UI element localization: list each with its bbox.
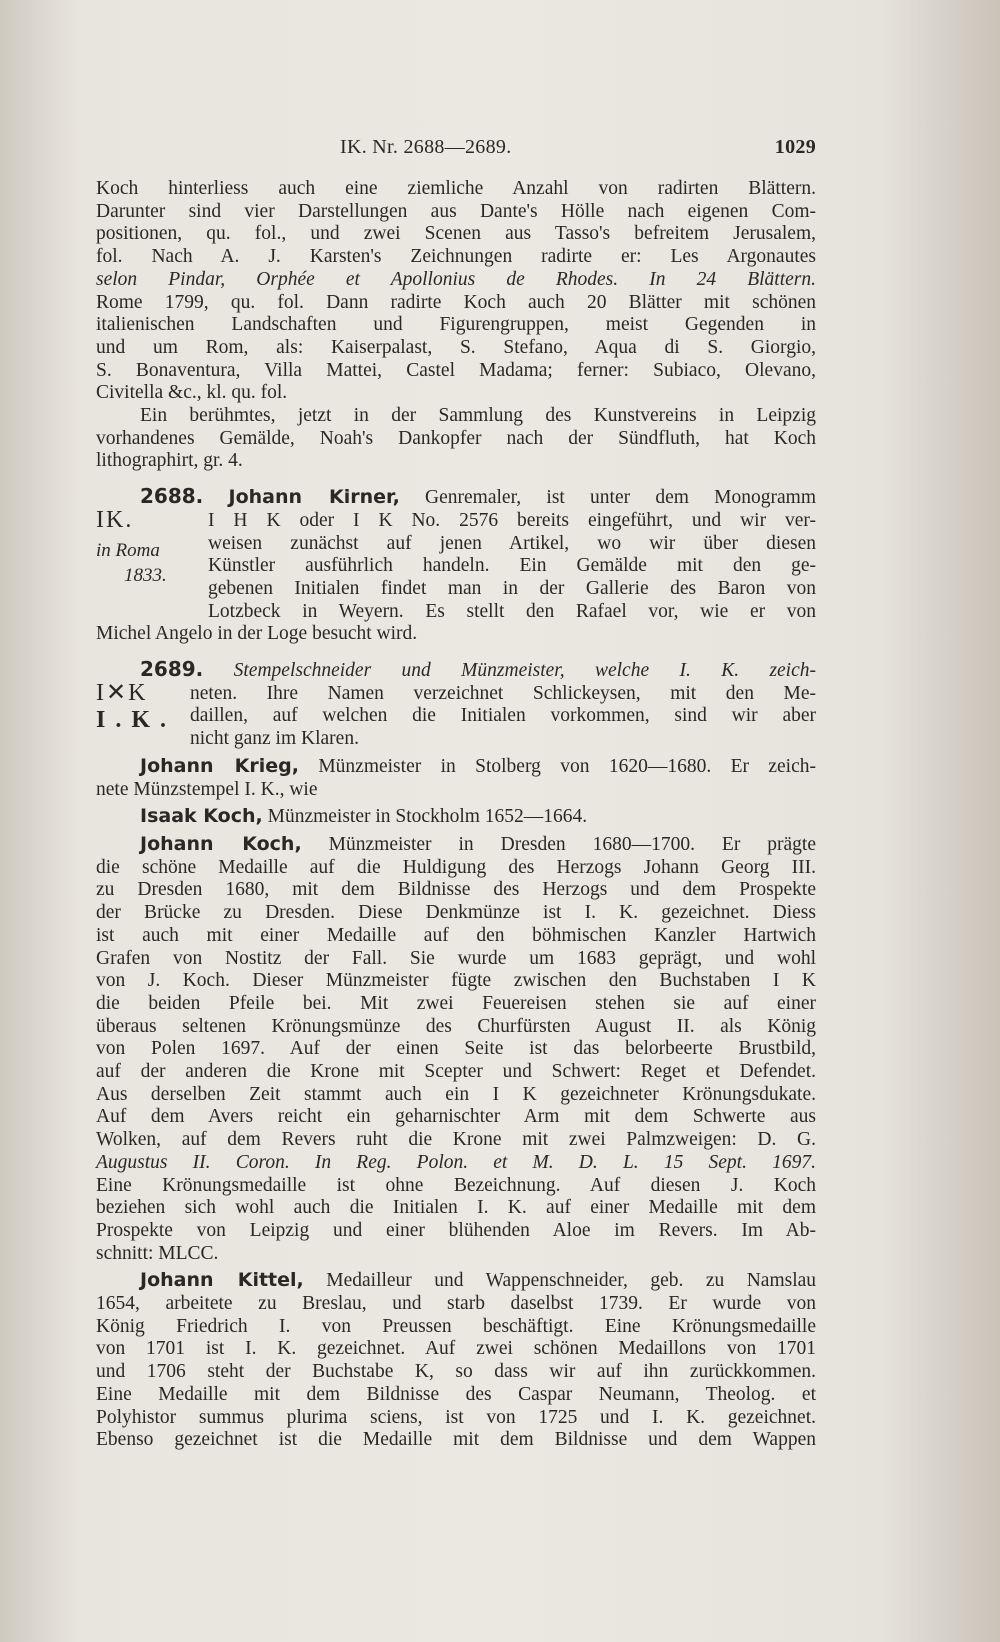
person-name: Johann Koch, [140,832,302,855]
year-note: 1833. [124,564,167,586]
text-line: Civitella &c., kl. qu. fol. [96,382,288,404]
text-line: neten. Ihre Namen verzeichnet Schlickeysen, mit den Me- [190,682,816,704]
entry-2688-last [96,623,816,646]
text-line: Rome 1799, qu. fol. Dann radirte Koch auch 20 Blätter mit schönen [96,291,816,313]
text-fragment: Medailleur und Wappenschneider, geb. zu Namslau [326,1270,817,1292]
entry-2688-body [96,507,816,624]
monogram-margin [96,682,204,731]
text-line: Auf dem Avers reicht ein geharnischter Arm mit dem Schwerte aus [96,1106,816,1128]
text-line: König Friedrich I. von Preussen beschäftigt. Eine Krönungsmedaille [96,1315,816,1337]
entry-isaak-koch [96,805,816,829]
text-line: und 1706 steht der Buchstabe K, so dass wir auf ihn zurückkommen. [96,1361,816,1383]
text-line [96,1269,816,1293]
text-line: Aus derselben Zeit stammt auch ein I K gezeichneter Krönungsdukate. [96,1083,816,1105]
entry-2689 [96,658,816,751]
text-line: Darunter sind vier Darstellungen aus Dante's Hölle nach eigenen Com- [96,200,816,222]
intro-paragraph-2 [96,405,816,473]
text-line: lithographirt, gr. 4. [96,450,243,472]
text-line: schnitt: MLCC. [96,1242,219,1264]
text-line: überaus seltenen Krönungsmünze des Churfürsten August II. als König [96,1015,816,1037]
text-line: Grafen von Nostitz der Fall. Sie wurde um 1683 geprägt, und wohl [96,947,816,969]
monogram-margin [96,509,204,587]
text-line: Michel Angelo in der Loge besucht wird. [96,623,418,645]
page-number: 1029 [774,136,816,158]
text-line: Ein berühmtes, jetzt in der Sammlung des Kunstvereins in Leipzig [140,405,816,427]
place-note: in Roma [96,539,160,561]
text-column [96,136,816,1452]
text-line: Eine Krönungsmedaille ist ohne Bezeichnung. Auf diesen J. Koch [96,1174,816,1196]
person-name: Johann Kittel, [140,1269,304,1292]
text-line: selon Pindar, Orphée et Apollonius de Rhodes. In 24 Blättern. [96,268,816,290]
text-line: nete Münzstempel I. K., wie [96,778,318,800]
text-line: auf der anderen die Krone mit Scepter und Schwert: Reget et Defendet. [96,1061,816,1083]
text-line: und um Rom, als: Kaiserpalast, S. Stefano, Aqua di S. Giorgio, [96,336,816,358]
text-line: die schöne Medaille auf die Huldigung des Herzogs Johann Georg III. [96,856,816,878]
text-fragment: Münzmeister in Stockholm 1652—1664. [267,806,588,828]
text-line: Koch hinterliess auch eine ziemliche Anzahl von radirten Blättern. [96,178,816,199]
header-title: IK. Nr. 2688—2689. [340,136,512,158]
text-line: Lotzbeck in Weyern. Es stellt den Rafael vor, wie er von [208,600,816,622]
text-fragment: Stempelschneider und Münzmeister, welche I. K. zeich- [233,660,816,682]
text-line: vorhandenes Gemälde, Noah's Dankopfer nach der Sündfluth, hat Koch [96,427,816,449]
text-line: von 1701 ist I. K. gezeichnet. Auf zwei schönen Medaillons von 1701 [96,1338,816,1360]
text-line: beziehen sich wohl auch die Initialen I. K. auf einer Medaille mit dem [96,1197,816,1219]
text-line: fol. Nach A. J. Karsten's Zeichnungen radirte er: Les Argonautes [96,246,816,268]
entry-2688 [96,485,816,646]
text-line: von Polen 1697. Auf der einen Seite ist das belorbeerte Brustbild, [96,1038,816,1060]
entry-2689-body [96,680,816,751]
text-line: italienischen Landschaften und Figurengruppen, meist Gegenden in [96,314,816,336]
text-line: der Brücke zu Dresden. Diese Denkmünze ist I. K. gezeichnet. Diess [96,902,816,924]
text-line: daillen, auf welchen die Initialen vorkommen, sind wir aber [190,705,816,727]
text-line: S. Bonaventura, Villa Mattei, Castel Madama; ferner: Subiaco, Olevano, [96,359,816,381]
text-line: I H K oder I K No. 2576 bereits eingeführt, und wir ver- [208,509,816,531]
monogram-ik: IK. [96,507,134,534]
text-line [96,485,816,510]
text-line: Prospekte von Leipzig und einer blühenden Aloe im Revers. Im Ab- [96,1219,816,1241]
text-line: 1654, arbeitete zu Breslau, und starb daselbst 1739. Er wurde von [96,1293,816,1315]
person-name: Johann Krieg, [140,754,299,777]
text-line: Künstler ausführlich handeln. Ein Gemälde mit den ge- [208,555,816,577]
text-line [96,833,816,857]
text-line: die beiden Pfeile bei. Mit zwei Feuereisen stehen sie auf einer [96,992,816,1014]
text-fragment: Münzmeister in Stolberg von 1620—1680. Er zeich- [318,755,816,777]
text-line: gebenen Initialen findet man in der Gallerie des Baron von [208,577,816,599]
artist-name: Johann Kirner, [228,486,400,509]
text-line: Augustus II. Coron. In Reg. Polon. et M. D. L. 15 Sept. 1697. [96,1151,816,1173]
text-line: von J. Koch. Dieser Münzmeister fügte zwischen den Buchstaben I K [96,970,816,992]
text-line: Eine Medaille mit dem Bildnisse des Caspar Neumann, Theolog. et [96,1383,816,1405]
text-line [96,658,816,683]
entry-2688-first-line [96,485,816,510]
text-line: positionen, qu. fol., und zwei Scenen aus Tasso's befreitem Jerusalem, [96,223,816,245]
text-line: nicht ganz im Klaren. [190,728,359,750]
entry-krieg [96,755,816,801]
monogram-i-k: I . K . [96,706,169,733]
text-line: zu Dresden 1680, mit dem Bildnisse des Herzogs und dem Prospekte [96,879,816,901]
text-line [96,755,816,779]
entry-kittel [96,1269,816,1452]
intro-paragraph [96,178,816,405]
text-fragment: Münzmeister in Dresden 1680—1700. Er prägte [328,833,816,855]
text-line [96,805,816,829]
text-line: Polyhistor summus plurima sciens, ist von 1725 und I. K. gezeichnet. [96,1406,816,1428]
entry-2689-first-line [96,658,816,683]
person-name: Isaak Koch, [140,805,263,828]
text-line: ist auch mit einer Medaille auf den böhmischen Kanzler Hartwich [96,924,816,946]
text-fragment: Genremaler, ist unter dem Monogramm [425,487,816,509]
text-line: weisen zunächst auf jenen Artikel, wo wir über diesen [208,532,816,554]
text-line: Wolken, auf dem Revers ruht die Krone mit zwei Palmzweigen: D. G. [96,1129,816,1151]
running-header [96,136,816,170]
monogram-ixk: I✕K [96,680,148,707]
entry-number: 2689. [140,657,204,682]
text-line: Ebenso gezeichnet ist die Medaille mit dem Bildnisse und dem Wappen [96,1429,816,1451]
entry-number: 2688. [140,484,204,509]
entry-johann-koch [96,833,816,1265]
